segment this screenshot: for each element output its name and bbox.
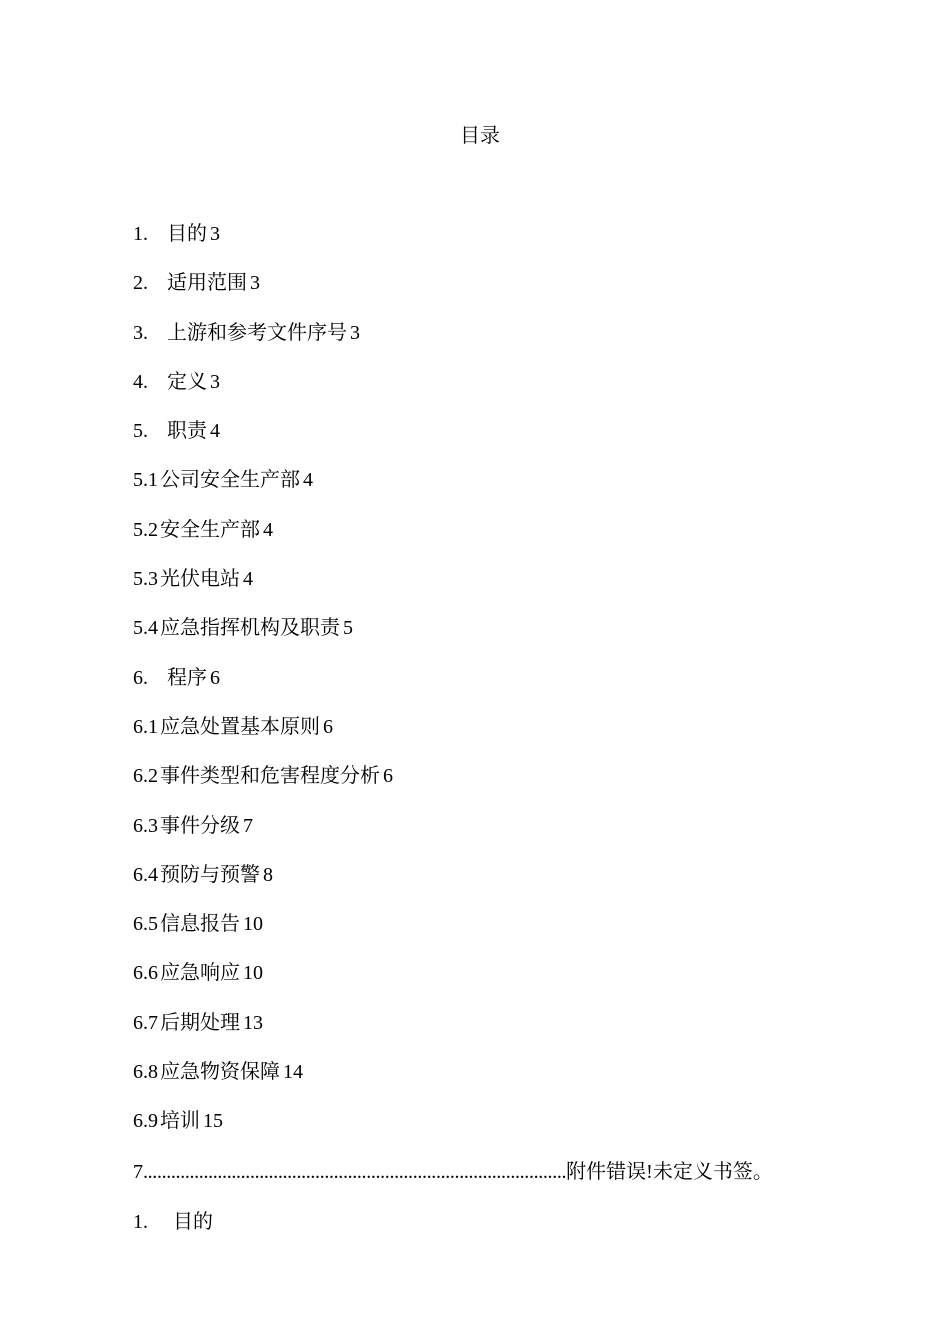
toc-entry-page-number: 15 bbox=[203, 1110, 223, 1133]
toc-entry[interactable] bbox=[133, 910, 833, 959]
toc-entry-page-number: 3 bbox=[210, 370, 220, 393]
toc-entry-page-number: 5 bbox=[343, 617, 353, 640]
toc-entry-number: 6. bbox=[133, 666, 148, 689]
toc-entry[interactable] bbox=[133, 1058, 833, 1107]
toc-dot-leader: ........................................................................................... bbox=[143, 1161, 567, 1183]
toc-entry[interactable] bbox=[133, 959, 833, 1008]
table-of-contents bbox=[133, 220, 833, 1157]
toc-entry-text: 应急指挥机构及职责 bbox=[160, 617, 340, 640]
toc-entry-text: 目的 bbox=[167, 223, 207, 245]
toc-entry-page-number: 13 bbox=[243, 1011, 263, 1034]
toc-entry[interactable] bbox=[133, 220, 833, 269]
toc-entry-text: 职责 bbox=[167, 420, 207, 443]
toc-entry-page-number: 4 bbox=[303, 469, 313, 492]
section-heading-text: 目的 bbox=[173, 1211, 213, 1233]
toc-entry-text: 后期处理 bbox=[160, 1011, 240, 1034]
toc-entry-text: 事件类型和危害程度分析 bbox=[160, 765, 380, 788]
toc-entry-page-number: 4 bbox=[210, 420, 220, 443]
toc-entry-number: 6.7 bbox=[133, 1011, 158, 1034]
toc-entry-number: 3. bbox=[133, 321, 148, 344]
toc-entry-text: 应急响应 bbox=[160, 962, 240, 985]
toc-entry[interactable] bbox=[133, 1009, 833, 1058]
toc-entry-7[interactable] bbox=[133, 1158, 773, 1186]
toc-entry-text: 培训 bbox=[160, 1110, 200, 1133]
toc-entry-text: 事件分级 bbox=[160, 814, 240, 837]
toc-entry-page-number: 10 bbox=[243, 962, 263, 985]
toc-entry-number: 6.8 bbox=[133, 1061, 158, 1084]
toc-entry-page-number: 3 bbox=[350, 321, 360, 344]
toc-entry-number: 5.3 bbox=[133, 568, 158, 591]
toc-entry-page-number: 3 bbox=[250, 272, 260, 295]
toc-entry-page-number: 6 bbox=[383, 765, 393, 788]
toc-entry-number: 5.4 bbox=[133, 617, 158, 640]
toc-entry-text: 安全生产部 bbox=[160, 518, 260, 541]
toc-entry[interactable] bbox=[133, 1107, 833, 1156]
toc-entry[interactable] bbox=[133, 762, 833, 811]
toc-entry[interactable] bbox=[133, 319, 833, 368]
toc-entry[interactable] bbox=[133, 713, 833, 762]
toc-entry-number: 6.1 bbox=[133, 715, 158, 738]
toc-entry[interactable] bbox=[133, 812, 833, 861]
toc-entry-page-number: 10 bbox=[243, 913, 263, 936]
toc-entry-text: 预防与预警 bbox=[160, 863, 260, 886]
toc-entry-text: 上游和参考文件序号 bbox=[167, 321, 347, 344]
toc-entry-page-number: 3 bbox=[210, 223, 220, 245]
toc-entry-number: 4. bbox=[133, 370, 148, 393]
toc-entry-page-number: 4 bbox=[263, 518, 273, 541]
toc-entry[interactable] bbox=[133, 516, 833, 565]
toc-entry-page-number: 6 bbox=[323, 715, 333, 738]
toc-entry-text: 定义 bbox=[167, 370, 207, 393]
toc-entry-number: 5.1 bbox=[133, 469, 158, 492]
toc-entry-number: 7 bbox=[133, 1161, 143, 1183]
toc-entry[interactable] bbox=[133, 861, 833, 910]
toc-entry[interactable] bbox=[133, 269, 833, 318]
toc-entry[interactable] bbox=[133, 664, 833, 713]
toc-entry-page-number: 8 bbox=[263, 863, 273, 886]
toc-entry-text: 应急处置基本原则 bbox=[160, 715, 320, 738]
toc-entry-page-number: 7 bbox=[243, 814, 253, 837]
toc-entry-text: 应急物资保障 bbox=[160, 1061, 280, 1084]
toc-title: 目录 bbox=[460, 125, 500, 147]
toc-entry-page-number: 4 bbox=[243, 568, 253, 591]
toc-entry-page-number: 14 bbox=[283, 1061, 303, 1084]
toc-entry-text: 附件错误!未定义书签。 bbox=[566, 1161, 773, 1183]
toc-entry-number: 2. bbox=[133, 272, 148, 295]
toc-entry-number: 5.2 bbox=[133, 518, 158, 541]
toc-entry-number: 6.6 bbox=[133, 962, 158, 985]
toc-entry-number: 6.3 bbox=[133, 814, 158, 837]
section-heading bbox=[133, 1208, 213, 1236]
toc-entry-text: 光伏电站 bbox=[160, 568, 240, 591]
toc-entry-number: 6.9 bbox=[133, 1110, 158, 1133]
toc-entry-number: 6.4 bbox=[133, 863, 158, 886]
toc-entry[interactable] bbox=[133, 417, 833, 466]
toc-entry-number: 6.5 bbox=[133, 913, 158, 936]
toc-entry[interactable] bbox=[133, 614, 833, 663]
toc-entry-number: 5. bbox=[133, 420, 148, 443]
toc-entry-text: 公司安全生产部 bbox=[160, 469, 300, 492]
toc-entry-number: 6.2 bbox=[133, 765, 158, 788]
toc-entry-page-number: 6 bbox=[210, 666, 220, 689]
section-heading-number: 1. bbox=[133, 1211, 148, 1233]
toc-entry-text: 信息报告 bbox=[160, 913, 240, 936]
toc-entry-number: 1. bbox=[133, 223, 148, 245]
toc-entry-text: 程序 bbox=[167, 666, 207, 689]
toc-entry[interactable] bbox=[133, 368, 833, 417]
toc-entry-text: 适用范围 bbox=[167, 272, 247, 295]
toc-entry[interactable] bbox=[133, 466, 833, 515]
toc-entry[interactable] bbox=[133, 565, 833, 614]
